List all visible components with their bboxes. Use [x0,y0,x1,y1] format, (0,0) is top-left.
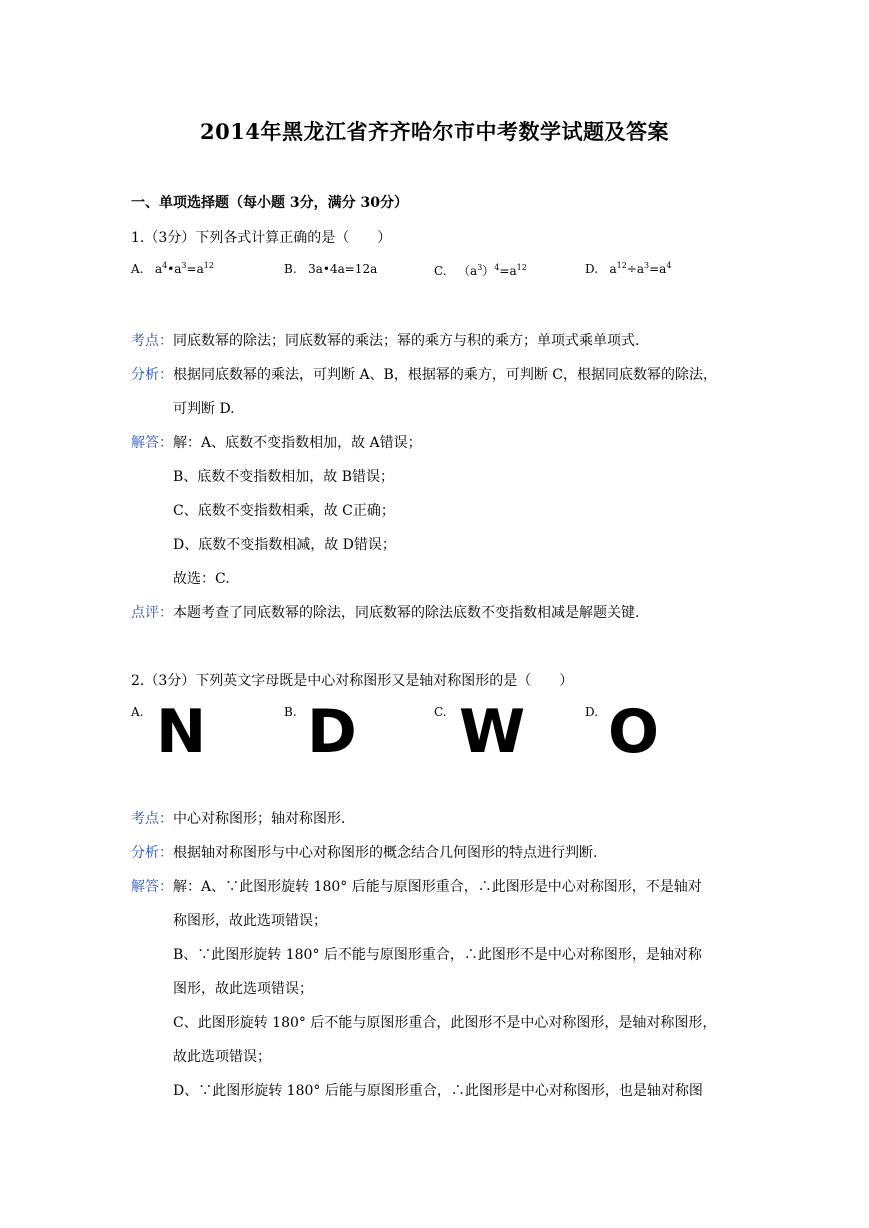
q2-jieda-line2: 称图形，故此选项错误； [173,913,327,929]
q1-jieda-line4: D、底数不变指数相减，故 D错误； [173,537,396,553]
q1-jieda-line2: B、底数不变指数相加，故 B错误； [173,469,395,485]
q2-option-a-letter: A. [131,705,144,719]
question-2-stem: 2.（3分）下列英文字母既是中心对称图形又是轴对称图形的是（ ） [131,673,574,689]
q1-jieda: 解答：解：A、底数不变指数相加，故 A错误； [131,435,422,451]
q2-jieda-line6: 故此选项错误； [173,1049,271,1065]
letter-o-figure: O [608,697,660,767]
q2-fenxi: 分析：根据轴对称图形与中心对称图形的概念结合几何图形的特点进行判断. [131,845,598,861]
q2-jieda-line4: 图形，故此选项错误； [173,981,313,997]
q2-jieda-line7: D、∵此图形旋转 180° 后能与原图形重合，∴此图形是中心对称图形，也是轴对称图 [173,1083,703,1099]
q1-jieda-line5: 故选：C. [173,571,230,587]
q2-option-c-letter: C. [434,705,447,719]
question-1-stem: 1.（3分）下列各式计算正确的是（ ） [131,230,392,246]
section-heading: 一、单项选择题（每小题 3分，满分 30分） [131,195,408,211]
q1-option-a: A. $a^4•a^3=a^{12}$ [131,261,214,276]
letter-w-figure: W [459,697,526,767]
q1-fenxi: 分析：根据同底数幂的乘法，可判断 A、B，根据幂的乘方，可判断 C，根据同底数幂的除法， [131,367,718,383]
q2-jieda-line3: B、∵此图形旋转 180° 后不能与原图形重合，∴此图形不是中心对称图形，是轴对称 [173,947,702,963]
q2-jieda: 解答：解：A、∵此图形旋转 180° 后能与原图形重合，∴此图形是中心对称图形，不是轴对 [131,879,702,895]
q2-jieda-line5: C、此图形旋转 180° 后不能与原图形重合，此图形不是中心对称图形，是轴对称图形， [173,1015,717,1031]
q1-option-d: D. $a^{12}\div a^3=a^4$ [585,261,672,276]
q1-fenxi-line2: 可判断 D. [173,401,235,417]
q1-option-b: B. 3a•4a=12a [284,262,378,276]
q1-kaodian: 考点：同底数幂的除法；同底数幂的乘法；幂的乘方与积的乘方；单项式乘单项式. [131,333,640,349]
q2-option-d-letter: D. [585,705,599,719]
q1-option-c: C. $(a^3)^4=a^{12}$ [434,263,527,278]
document-title: 2014年黑龙江省齐齐哈尔市中考数学试题及答案 [200,119,669,144]
q2-kaodian: 考点：中心对称图形；轴对称图形. [131,811,346,827]
letter-d-figure: D [307,697,357,767]
q1-jieda-line3: C、底数不变指数相乘，故 C正确； [173,503,395,519]
q2-option-b-letter: B. [284,705,297,719]
letter-n-figure: N [156,697,207,767]
q1-dianping: 点评：本题考查了同底数幂的除法，同底数幂的除法底数不变指数相减是解题关键. [131,605,640,621]
